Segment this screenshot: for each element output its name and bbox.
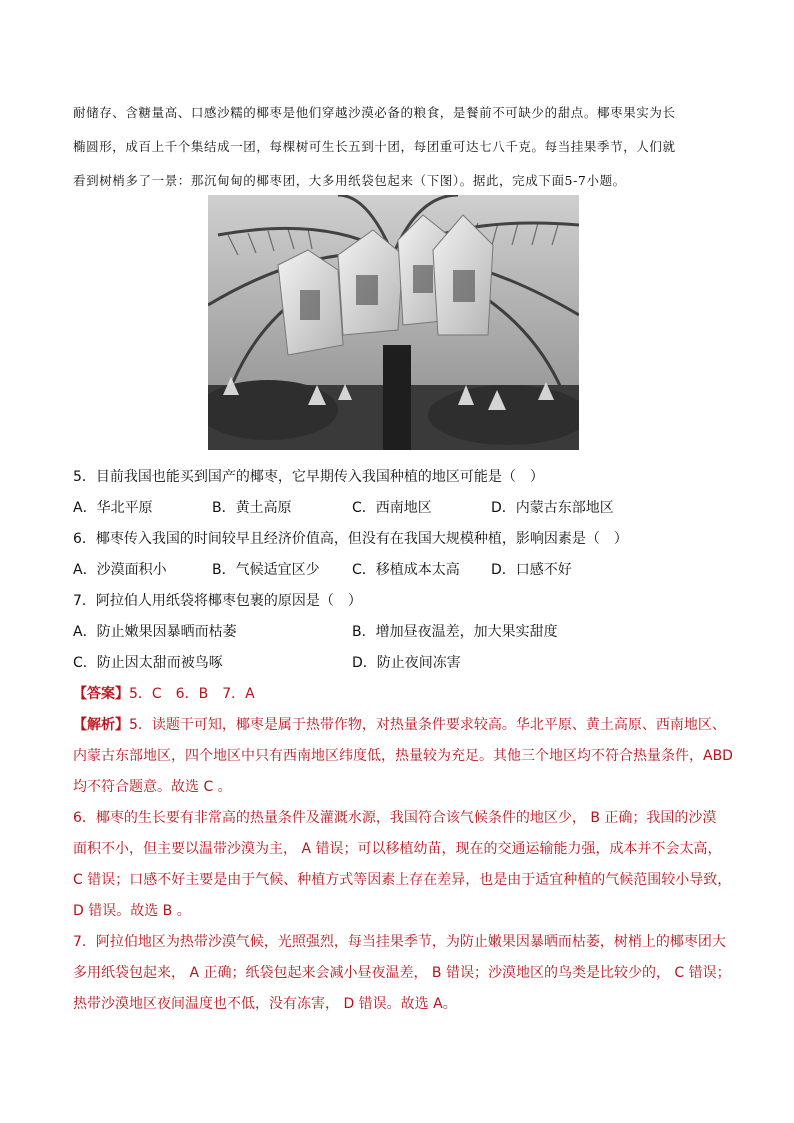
q5-option-b: B．黄土高原 bbox=[212, 500, 292, 516]
analysis-6-line-2: 面积不小，但主要以温带沙漠为主， A 错误；可以移植幼苗，现在的交通运输能力强，成本并不会太高， bbox=[73, 841, 722, 857]
date-palm-photo bbox=[208, 195, 579, 450]
question-5-stem: 5．目前我国也能买到国产的椰枣，它早期传入我国种植的地区可能是（ ） bbox=[73, 469, 544, 485]
answer-label: 【答案】 bbox=[73, 686, 129, 702]
q5-option-a: A．华北平原 bbox=[73, 500, 153, 516]
q5-option-c: C．西南地区 bbox=[352, 500, 432, 516]
analysis-5-line-3: 均不符合题意。故选 C 。 bbox=[73, 779, 232, 795]
analysis-7-line-1: 7．阿拉伯地区为热带沙漠气候，光照强烈，每当挂果季节，为防止嫩果因暴晒而枯萎，树梢上的椰枣团大 bbox=[73, 934, 726, 950]
answer-text: 5．C 6．B 7．A bbox=[129, 686, 255, 702]
analysis-label: 【解析】 bbox=[73, 717, 129, 733]
analysis-6-line-1: 6．椰枣的生长要有非常高的热量条件及灌溉水源，我国符合该气候条件的地区少， B 正确；我国的沙漠 bbox=[73, 810, 717, 826]
q6-option-c: C．移植成本太高 bbox=[352, 562, 460, 578]
q6-option-d: D．口感不好 bbox=[491, 562, 572, 578]
q7-option-a: A．防止嫩果因暴晒而枯萎 bbox=[73, 624, 237, 640]
intro-passage bbox=[73, 96, 723, 198]
question-6-stem: 6．椰枣传入我国的时间较早且经济价值高，但没有在我国大规模种植，影响因素是（ ） bbox=[73, 531, 628, 547]
intro-line-3: 看到树梢多了一景：那沉甸甸的椰枣团，大多用纸袋包起来（下图）。据此，完成下面5-7小题。 bbox=[73, 173, 626, 188]
q6-option-a: A．沙漠面积小 bbox=[73, 562, 167, 578]
intro-line-2: 椭圆形，成百上千个集结成一团，每棵树可生长五到十团，每团重可达七八千克。每当挂果季节，人们就 bbox=[73, 139, 676, 154]
analysis-6-line-4: D 错误。故选 B 。 bbox=[73, 903, 191, 919]
intro-line-1: 耐储存、含糖量高、口感沙糯的椰枣是他们穿越沙漠必备的粮食，是餐前不可缺少的甜点。椰枣果实为长 bbox=[73, 105, 676, 120]
analysis-7-line-2: 多用纸袋包起来， A 正确；纸袋包起来会减小昼夜温差， B 错误；沙漠地区的鸟类是比较少的， C 错误； bbox=[73, 965, 731, 981]
q5-option-d: D．内蒙古东部地区 bbox=[491, 500, 614, 516]
q7-option-d: D．防止夜间冻害 bbox=[352, 655, 461, 671]
q6-option-b: B．气候适宜区少 bbox=[212, 562, 320, 578]
question-7-stem: 7．阿拉伯人用纸袋将椰枣包裹的原因是（ ） bbox=[73, 593, 362, 609]
q7-option-c: C．防止因太甜而被鸟啄 bbox=[73, 655, 223, 671]
analysis-5-line-1: 5．读题干可知，椰枣是属于热带作物，对热量条件要求较高。华北平原、黄土高原、西南地区、 bbox=[129, 717, 726, 733]
q7-option-b: B．增加昼夜温差，加大果实甜度 bbox=[352, 624, 558, 640]
analysis-5-line-2: 内蒙古东部地区，四个地区中只有西南地区纬度低，热量较为充足。其他三个地区均不符合热量条件，ABD bbox=[73, 748, 733, 764]
answer-line bbox=[73, 683, 255, 703]
analysis-line-1 bbox=[73, 714, 726, 734]
analysis-6-line-3: C 错误；口感不好主要是由于气候、种植方式等因素上存在差异，也是由于适宜种植的气候范围较小导致， bbox=[73, 872, 732, 888]
analysis-7-line-3: 热带沙漠地区夜间温度也不低，没有冻害， D 错误。故选 A。 bbox=[73, 996, 457, 1012]
